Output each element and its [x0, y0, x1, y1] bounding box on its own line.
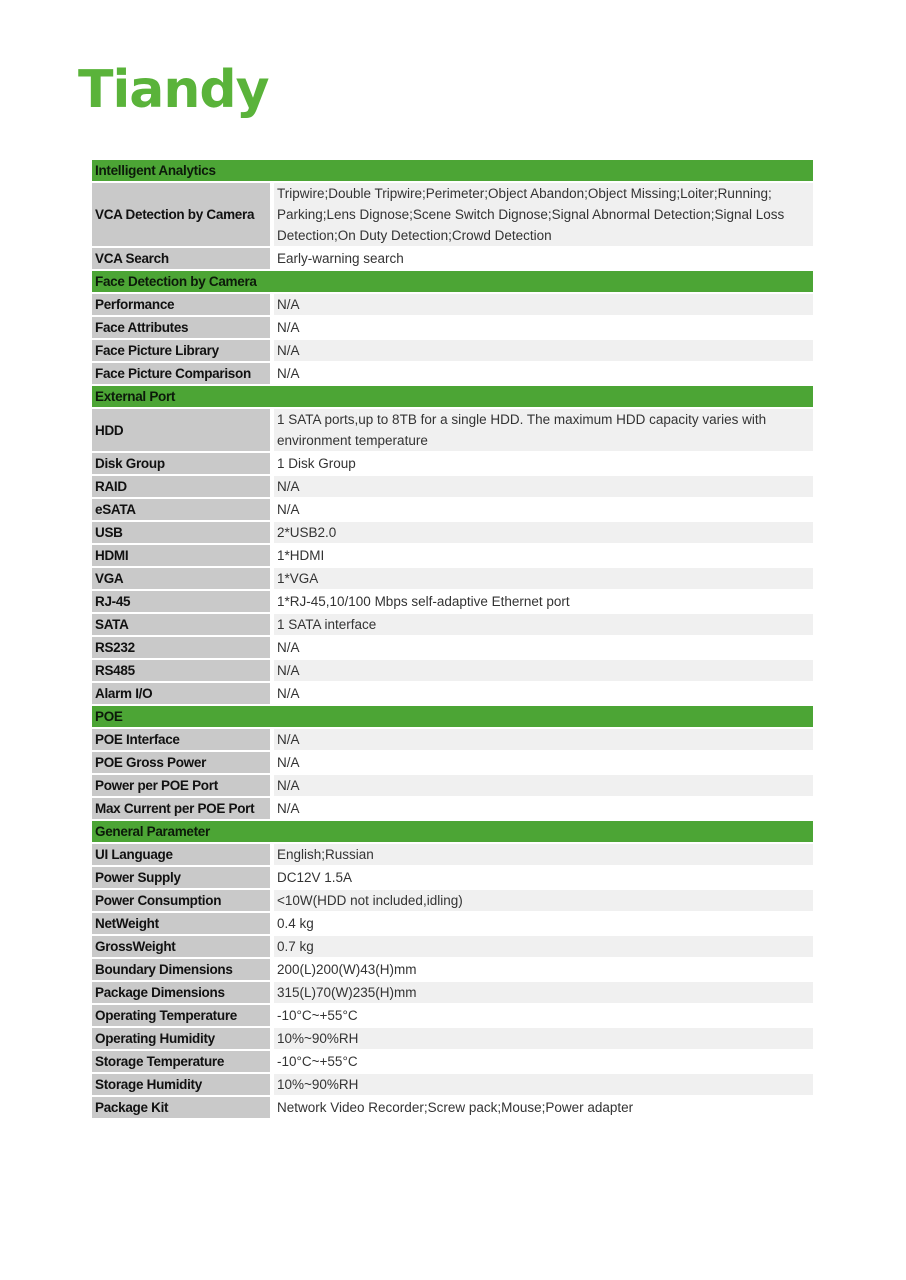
spec-row — [92, 798, 813, 821]
spec-label: Power Consumption — [92, 890, 274, 913]
spec-value: 1 SATA interface — [274, 614, 813, 637]
spec-label: Storage Humidity — [92, 1074, 274, 1097]
spec-value: N/A — [274, 476, 813, 499]
spec-label: SATA — [92, 614, 274, 637]
spec-label: Power Supply — [92, 867, 274, 890]
spec-label: VCA Detection by Camera — [92, 183, 274, 248]
spec-row — [92, 363, 813, 386]
spec-value: 1*HDMI — [274, 545, 813, 568]
spec-label: HDD — [92, 409, 274, 453]
spec-value: 1 Disk Group — [274, 453, 813, 476]
spec-row — [92, 660, 813, 683]
spec-row — [92, 476, 813, 499]
section-title: Face Detection by Camera — [92, 271, 813, 294]
spec-label: RJ-45 — [92, 591, 274, 614]
spec-row — [92, 844, 813, 867]
spec-label: Storage Temperature — [92, 1051, 274, 1074]
spec-label: Face Picture Comparison — [92, 363, 274, 386]
spec-row — [92, 913, 813, 936]
spec-label: Operating Humidity — [92, 1028, 274, 1051]
spec-value: 315(L)70(W)235(H)mm — [274, 982, 813, 1005]
spec-value: 200(L)200(W)43(H)mm — [274, 959, 813, 982]
spec-table — [92, 160, 813, 1120]
spec-label: eSATA — [92, 499, 274, 522]
spec-label: Face Picture Library — [92, 340, 274, 363]
spec-value: N/A — [274, 775, 813, 798]
spec-value: N/A — [274, 294, 813, 317]
spec-row — [92, 890, 813, 913]
spec-value: 10%~90%RH — [274, 1028, 813, 1051]
spec-value: 0.4 kg — [274, 913, 813, 936]
spec-label: Alarm I/O — [92, 683, 274, 706]
spec-label: RS485 — [92, 660, 274, 683]
spec-value: 2*USB2.0 — [274, 522, 813, 545]
spec-value: N/A — [274, 660, 813, 683]
spec-row — [92, 867, 813, 890]
spec-label: UI Language — [92, 844, 274, 867]
spec-row — [92, 1074, 813, 1097]
spec-row — [92, 545, 813, 568]
spec-value: N/A — [274, 683, 813, 706]
spec-label: Max Current per POE Port — [92, 798, 274, 821]
spec-label: Operating Temperature — [92, 1005, 274, 1028]
spec-label: USB — [92, 522, 274, 545]
spec-row — [92, 1097, 813, 1120]
spec-row — [92, 453, 813, 476]
spec-value: N/A — [274, 363, 813, 386]
spec-label: Package Kit — [92, 1097, 274, 1120]
spec-value: <10W(HDD not included,idling) — [274, 890, 813, 913]
spec-value: N/A — [274, 317, 813, 340]
spec-row — [92, 409, 813, 453]
spec-value: 1 SATA ports,up to 8TB for a single HDD. The maximum HDD capacity varies with environment temperature — [274, 409, 813, 453]
section-header — [92, 271, 813, 294]
spec-row — [92, 637, 813, 660]
spec-row — [92, 1051, 813, 1074]
spec-label: RAID — [92, 476, 274, 499]
spec-value: Early-warning search — [274, 248, 813, 271]
spec-label: Performance — [92, 294, 274, 317]
spec-label: Package Dimensions — [92, 982, 274, 1005]
spec-value: Network Video Recorder;Screw pack;Mouse;Power adapter — [274, 1097, 813, 1120]
spec-label: Face Attributes — [92, 317, 274, 340]
spec-value: English;Russian — [274, 844, 813, 867]
spec-label: Disk Group — [92, 453, 274, 476]
spec-value: N/A — [274, 637, 813, 660]
spec-row — [92, 568, 813, 591]
section-title: General Parameter — [92, 821, 813, 844]
section-title: POE — [92, 706, 813, 729]
spec-label: Power per POE Port — [92, 775, 274, 798]
spec-label: VCA Search — [92, 248, 274, 271]
spec-row — [92, 522, 813, 545]
spec-value: 0.7 kg — [274, 936, 813, 959]
spec-row — [92, 729, 813, 752]
spec-value: 1*RJ-45,10/100 Mbps self-adaptive Ethernet port — [274, 591, 813, 614]
spec-row — [92, 775, 813, 798]
spec-row — [92, 936, 813, 959]
section-title: Intelligent Analytics — [92, 160, 813, 183]
spec-label: GrossWeight — [92, 936, 274, 959]
section-header — [92, 706, 813, 729]
section-header — [92, 160, 813, 183]
spec-value: 1*VGA — [274, 568, 813, 591]
spec-label: POE Gross Power — [92, 752, 274, 775]
section-header — [92, 386, 813, 409]
spec-value: -10°C~+55°C — [274, 1005, 813, 1028]
spec-value: N/A — [274, 752, 813, 775]
spec-row — [92, 614, 813, 637]
section-header — [92, 821, 813, 844]
section-title: External Port — [92, 386, 813, 409]
spec-value: N/A — [274, 340, 813, 363]
spec-value: N/A — [274, 499, 813, 522]
spec-row — [92, 683, 813, 706]
spec-row — [92, 752, 813, 775]
spec-value: Tripwire;Double Tripwire;Perimeter;Object Abandon;Object Missing;Loiter;Running; Parking;Lens Dignose;Scene Switch Dignose;Signal Abnormal Detection;Signal Loss Detection;On Duty Detection;Crowd Detection — [274, 183, 813, 248]
spec-table-body — [92, 160, 813, 1120]
spec-row — [92, 248, 813, 271]
spec-row — [92, 982, 813, 1005]
spec-row — [92, 591, 813, 614]
spec-row — [92, 294, 813, 317]
spec-value: N/A — [274, 729, 813, 752]
spec-label: POE Interface — [92, 729, 274, 752]
spec-label: VGA — [92, 568, 274, 591]
spec-label: HDMI — [92, 545, 274, 568]
tiandy-logo: Tiandy — [78, 60, 269, 120]
spec-value: N/A — [274, 798, 813, 821]
spec-value: DC12V 1.5A — [274, 867, 813, 890]
spec-label: RS232 — [92, 637, 274, 660]
spec-row — [92, 340, 813, 363]
spec-label: Boundary Dimensions — [92, 959, 274, 982]
spec-row — [92, 317, 813, 340]
spec-row — [92, 1005, 813, 1028]
spec-value: -10°C~+55°C — [274, 1051, 813, 1074]
spec-label: NetWeight — [92, 913, 274, 936]
spec-row — [92, 959, 813, 982]
spec-row — [92, 1028, 813, 1051]
spec-value: 10%~90%RH — [274, 1074, 813, 1097]
spec-row — [92, 499, 813, 522]
spec-row — [92, 183, 813, 248]
